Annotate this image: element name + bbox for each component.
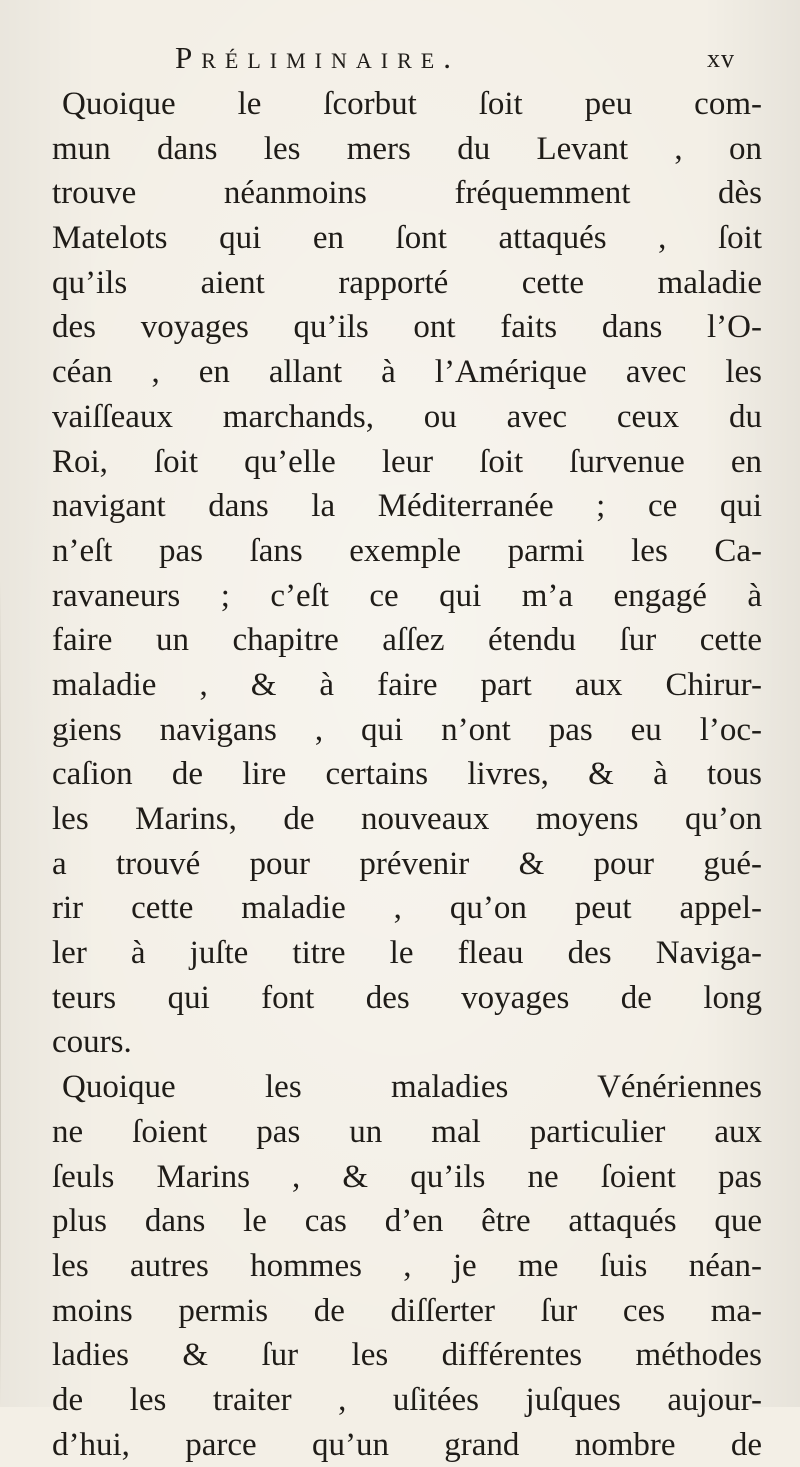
page-edge-shadow bbox=[0, 580, 1, 1407]
text-line: ravaneurs ; c’eſt ce qui m’a engagé à bbox=[52, 577, 762, 614]
text-line: trouve néanmoins fréquemment dès bbox=[52, 175, 762, 212]
text-line: ſeuls Marins , & qu’ils ne ſoient pas bbox=[52, 1158, 762, 1195]
text-line: céan , en allant à l’Amérique avec les bbox=[52, 354, 762, 391]
text-line: teurs qui font des voyages de long bbox=[52, 979, 762, 1016]
text-line: les autres hommes , je me ſuis néan- bbox=[52, 1247, 762, 1284]
text-line: rir cette maladie , qu’on peut appel- bbox=[52, 890, 762, 927]
text-line: d’hui, parce qu’un grand nombre de bbox=[52, 1426, 762, 1463]
page-header bbox=[175, 40, 735, 80]
text-line: caſion de lire certains livres, & à tous bbox=[52, 756, 762, 793]
text-line: faire un chapitre aſſez étendu ſur cette bbox=[52, 622, 762, 659]
text-line: maladie , & à faire part aux Chirur- bbox=[52, 666, 762, 703]
text-line: navigant dans la Méditerranée ; ce qui bbox=[52, 488, 762, 525]
running-head: Préliminaire. bbox=[175, 40, 460, 75]
text-line: ladies & ſur les différentes méthodes bbox=[52, 1337, 762, 1374]
page-number: xv bbox=[707, 44, 735, 73]
text-line: a trouvé pour prévenir & pour gué- bbox=[52, 845, 762, 882]
text-line: mun dans les mers du Levant , on bbox=[52, 130, 762, 167]
text-line: giens navigans , qui n’ont pas eu l’oc- bbox=[52, 711, 762, 748]
text-line: n’eſt pas ſans exemple parmi les Ca- bbox=[52, 532, 762, 569]
text-line: moins permis de diſſerter ſur ces ma- bbox=[52, 1292, 762, 1329]
text-line: cours. bbox=[52, 1024, 132, 1061]
text-line: plus dans le cas d’en être attaqués que bbox=[52, 1203, 762, 1240]
text-line: ler à juſte titre le fleau des Naviga- bbox=[52, 935, 762, 972]
text-line: de les traiter , uſitées juſques aujour- bbox=[52, 1381, 762, 1418]
text-line: Quoique le ſcorbut ſoit peu com- bbox=[62, 86, 762, 122]
text-line: Quoique les maladies Vénériennes bbox=[62, 1069, 762, 1106]
text-line: les Marins, de nouveaux moyens qu’on bbox=[52, 801, 762, 837]
text-line: vaiſſeaux marchands, ou avec ceux du bbox=[52, 398, 762, 435]
text-line: qu’ils aient rapporté cette maladie bbox=[52, 264, 762, 301]
body-text bbox=[52, 82, 762, 1467]
text-line: ne ſoient pas un mal particulier aux bbox=[52, 1113, 762, 1150]
text-line: Matelots qui en ſont attaqués , ſoit bbox=[52, 220, 762, 257]
text-line: des voyages qu’ils ont faits dans l’O- bbox=[52, 309, 762, 346]
text-line: Roi, ſoit qu’elle leur ſoit ſurvenue en bbox=[52, 443, 762, 480]
